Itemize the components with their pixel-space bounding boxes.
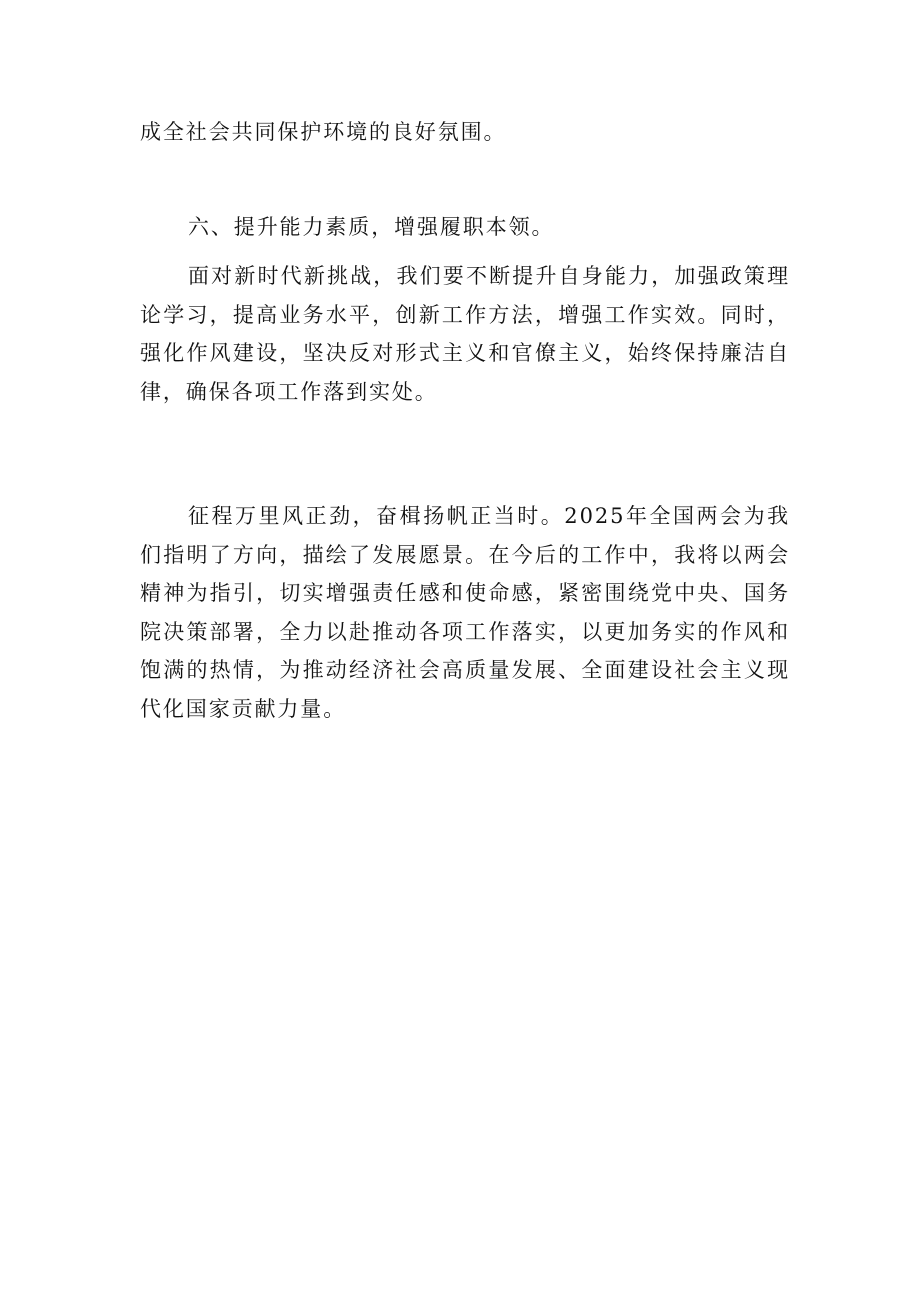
paragraph-body: 面对新时代新挑战，我们要不断提升自身能力，加强政策理论学习，提高业务水平，创新工作方法，增强工作实效。同时，强化作风建设，坚决反对形式主义和官僚主义，始终保持廉洁自律，确保各项工作落到实处。 <box>140 264 790 404</box>
section-heading: 六、提升能力素质，增强履职本领。 <box>188 215 555 239</box>
paragraph-continuation: 成全社会共同保护环境的良好氛围。 <box>140 120 507 144</box>
paragraph-conclusion: 征程万里风正劲，奋楫扬帆正当时。2025年全国两会为我们指明了方向，描绘了发展愿景。在今后的工作中，我将以两会精神为指引，切实增强责任感和使命感，紧密围绕党中央、国务院决策部署，全力以赴推动各项工作落实，以更加务实的作风和饱满的热情，为推动经济社会高质量发展、全面建设社会主义现代化国家贡献力量。 <box>140 504 790 721</box>
